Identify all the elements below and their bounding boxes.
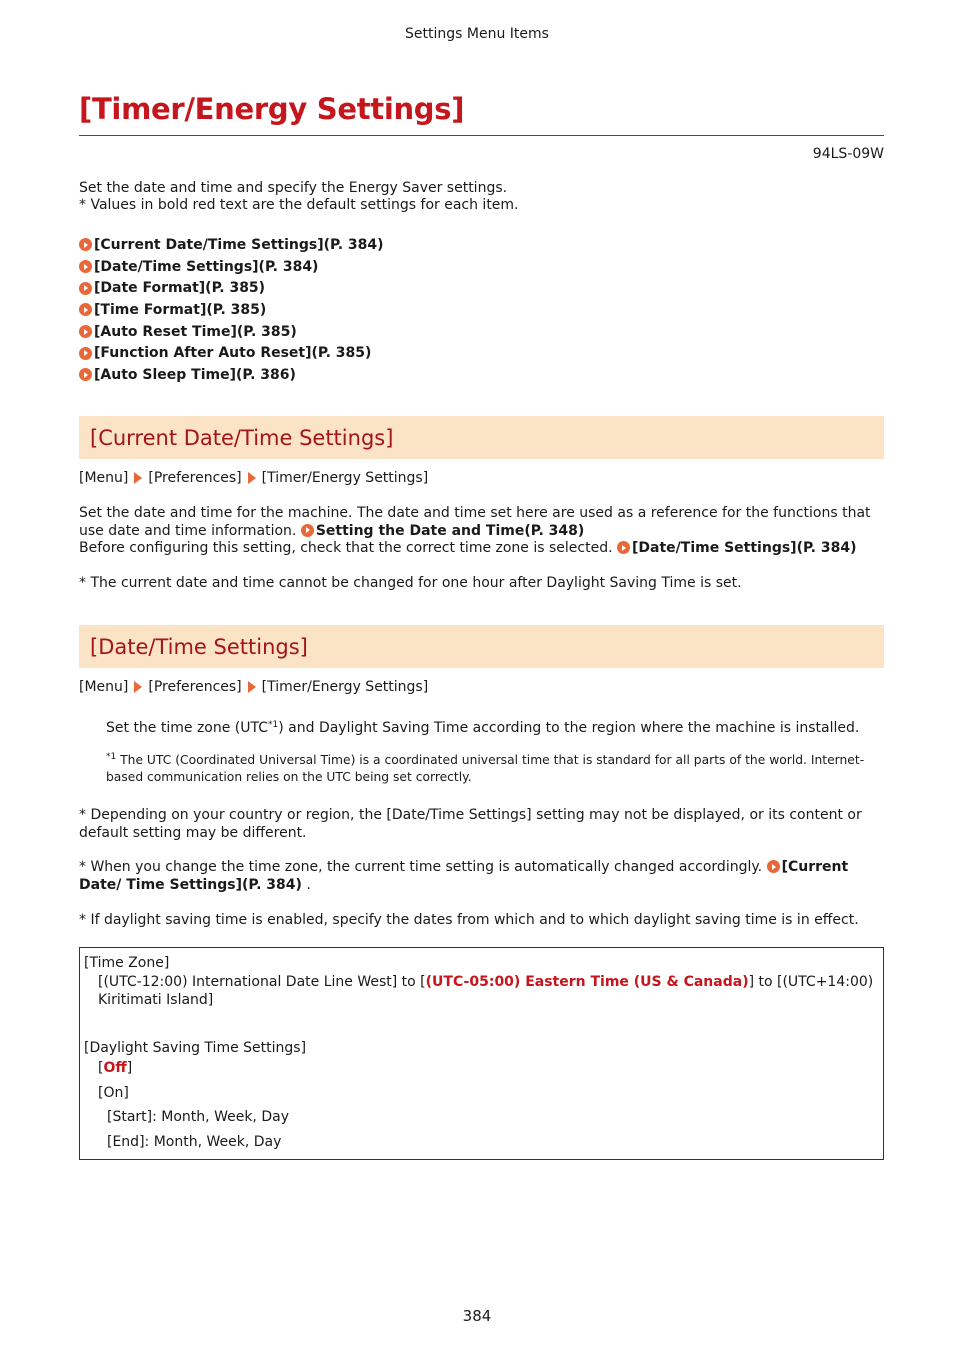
link-date-time-settings[interactable]: [Date/Time Settings](P. 384) — [617, 540, 856, 556]
dst-option-off: [Off] — [98, 1060, 133, 1076]
link-arrow-icon — [301, 524, 314, 537]
toc-link-auto-reset-time[interactable]: [Auto Reset Time](P. 385) — [79, 321, 384, 343]
link-current-date-time-settings[interactable]: [Current Date/ Time Settings](P. 384) — [79, 859, 849, 893]
section1-paragraph-2: Before configuring this setting, check that the correct time zone is selected. — [79, 540, 613, 556]
dst-end: [End]: Month, Week, Day — [107, 1133, 282, 1150]
link-arrow-icon — [79, 238, 92, 251]
breadcrumb-arrow-icon — [134, 472, 142, 484]
intro-text — [79, 180, 519, 214]
link-arrow-icon — [767, 860, 780, 873]
link-arrow-icon — [79, 325, 92, 338]
link-arrow-icon — [617, 541, 630, 554]
link-setting-date-time[interactable]: Setting the Date and Time(P. 348) — [301, 523, 584, 539]
dst-label: [Daylight Saving Time Settings] — [84, 1039, 307, 1056]
breadcrumb-menu: [Menu] — [79, 470, 129, 486]
dst-default-off: Off — [103, 1060, 127, 1076]
toc-link-auto-sleep-time[interactable]: [Auto Sleep Time](P. 386) — [79, 364, 384, 386]
breadcrumb-arrow-icon — [134, 681, 142, 693]
breadcrumb-preferences: [Preferences] — [148, 470, 242, 486]
link-arrow-icon — [79, 303, 92, 316]
page-number: 384 — [462, 1307, 492, 1325]
document-code: 94LS-09W — [812, 146, 884, 162]
toc-link-function-after-auto-reset[interactable]: [Function After Auto Reset](P. 385) — [79, 342, 384, 364]
breadcrumb — [79, 679, 428, 695]
section2-note-2: * When you change the time zone, the current time setting is automatically changed accordingly. [Current Date/ Time Settings](P. 384) . — [79, 859, 849, 893]
settings-values-box — [79, 947, 884, 1160]
time-zone-range: [(UTC-12:00) International Date Line West] to [(UTC-05:00) Eastern Time (US & Canada)] to [(UTC+14:00) Kiritimati Island] — [98, 973, 874, 1008]
link-arrow-icon — [79, 347, 92, 360]
page-title: [Timer/Energy Settings] — [79, 92, 465, 126]
time-zone-default: (UTC-05:00) Eastern Time (US & Canada) — [425, 973, 749, 990]
footnote — [106, 752, 866, 786]
breadcrumb-timer-energy: [Timer/Energy Settings] — [261, 679, 429, 695]
running-head: Settings Menu Items — [405, 26, 549, 42]
toc-link-current-date-time[interactable]: [Current Date/Time Settings](P. 384) — [79, 234, 384, 256]
breadcrumb — [79, 470, 428, 486]
footnote-mark: *1 — [106, 752, 117, 762]
time-zone-label: [Time Zone] — [84, 955, 170, 971]
section2-note-3: * If daylight saving time is enabled, specify the dates from which and to which daylight saving time is in effect. — [79, 912, 859, 928]
toc-link-time-format[interactable]: [Time Format](P. 385) — [79, 299, 384, 321]
section-heading-date-time-settings: [Date/Time Settings] — [79, 625, 884, 668]
link-arrow-icon — [79, 282, 92, 295]
breadcrumb-preferences: [Preferences] — [148, 679, 242, 695]
footnote-reference: *1 — [268, 720, 279, 730]
dst-start: [Start]: Month, Week, Day — [107, 1109, 289, 1125]
link-arrow-icon — [79, 368, 92, 381]
section1-paragraph-1: Set the date and time for the machine. The date and time set here are used as a reference for the functions that use date and time information. — [79, 505, 871, 539]
intro-line-2: * Values in bold red text are the default settings for each item. — [79, 197, 519, 213]
toc-link-list — [79, 234, 384, 386]
breadcrumb-menu: [Menu] — [79, 679, 129, 695]
dst-option-on: [On] — [98, 1084, 129, 1101]
link-arrow-icon — [79, 260, 92, 273]
section-heading-current-date-time: [Current Date/Time Settings] — [79, 416, 884, 459]
intro-line-1: Set the date and time and specify the Energy Saver settings. — [79, 180, 508, 196]
breadcrumb-arrow-icon — [248, 681, 256, 693]
toc-link-date-time-settings[interactable]: [Date/Time Settings](P. 384) — [79, 256, 384, 278]
section1-body — [79, 505, 884, 558]
title-rule — [79, 135, 884, 136]
section2-description: Set the time zone (UTC$^{*1}$) and Daylight Saving Time according to the region where the machine is installed. — [106, 720, 860, 736]
section2-note-1: * Depending on your country or region, the [Date/Time Settings] setting may not be displayed, or its content or default setting may be different. — [79, 807, 862, 841]
toc-link-date-format[interactable]: [Date Format](P. 385) — [79, 277, 384, 299]
breadcrumb-arrow-icon — [248, 472, 256, 484]
footnote-text: The UTC (Coordinated Universal Time) is a coordinated universal time that is standard for all parts of the world. Internet-based communication relies on the UTC being set correctly. — [106, 753, 865, 784]
section1-note: * The current date and time cannot be changed for one hour after Daylight Saving Time is set. — [79, 575, 742, 591]
breadcrumb-timer-energy: [Timer/Energy Settings] — [261, 470, 429, 486]
